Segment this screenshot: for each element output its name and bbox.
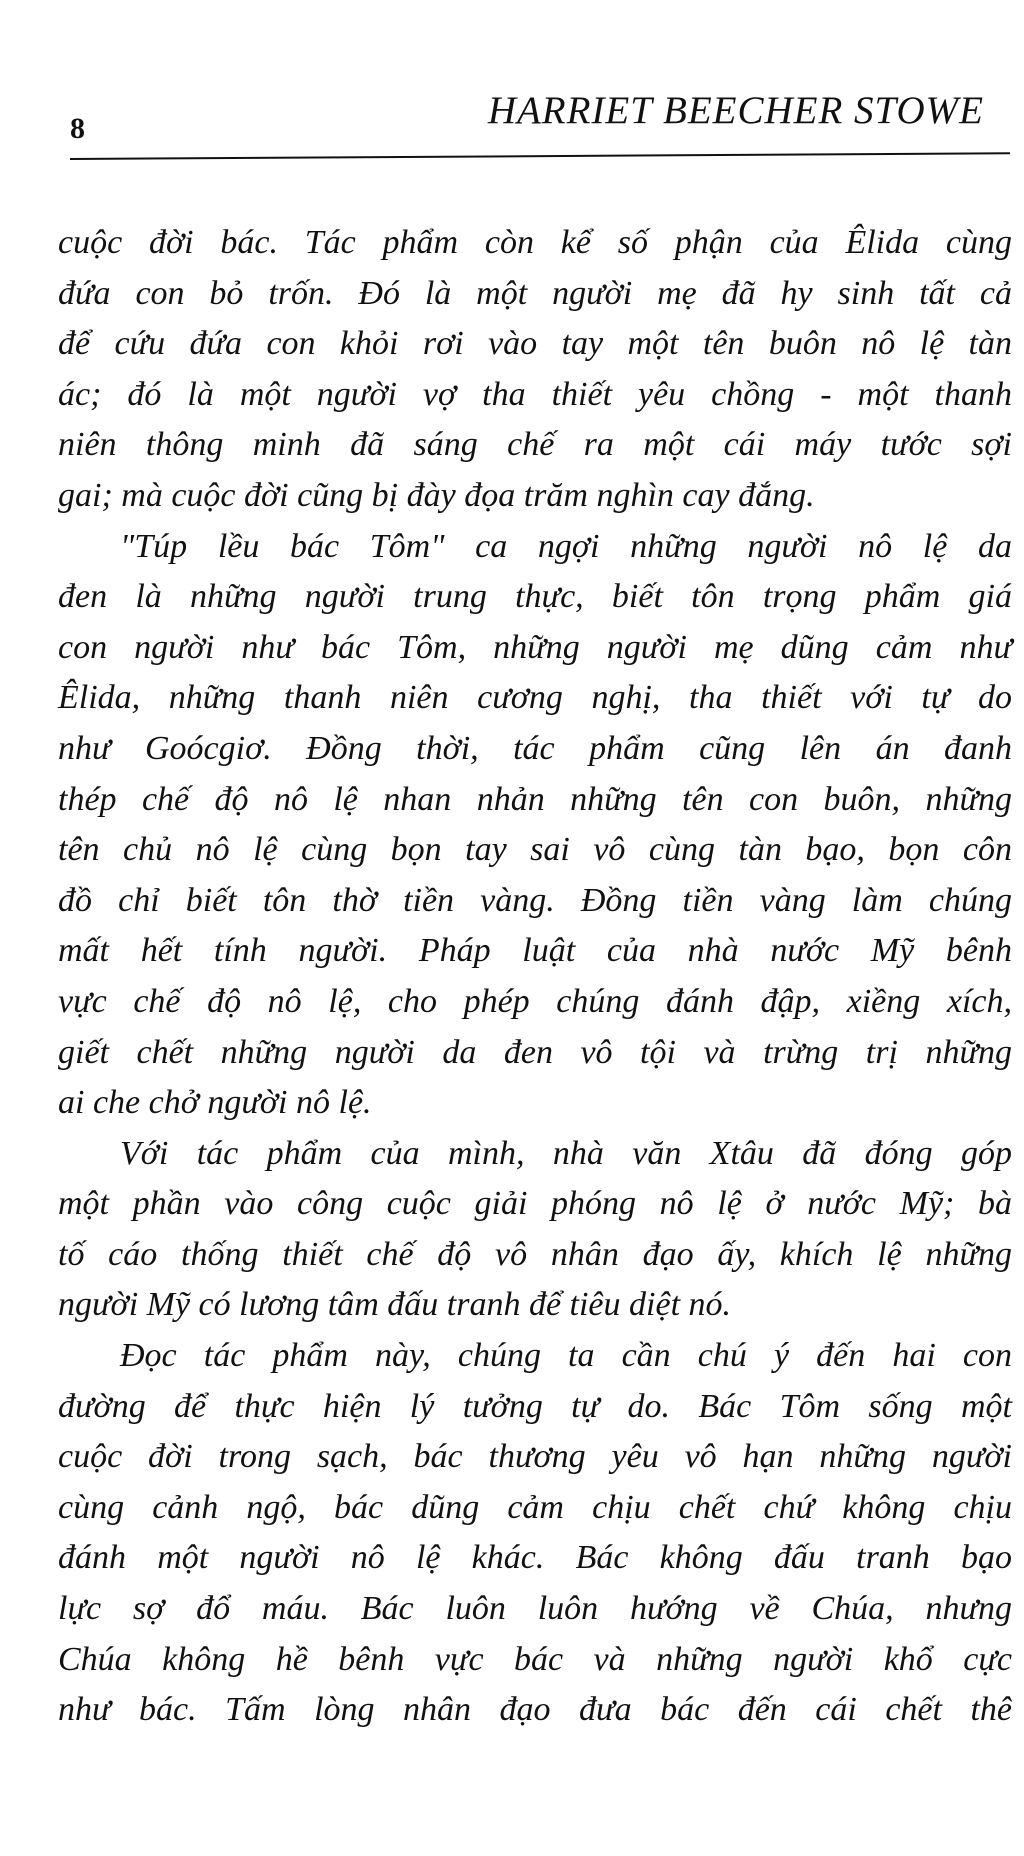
- text-line: Đọc tác phẩm này, chúng ta cần chú ý đến hai con: [120, 1337, 1012, 1375]
- text-line: Êlida, những thanh niên cương nghị, tha thiết với tự do: [58, 679, 1012, 717]
- text-line: lực sợ đổ máu. Bác luôn luôn hướng về Chúa, nhưng: [58, 1590, 1012, 1628]
- text-line: như bác. Tấm lòng nhân đạo đưa bác đến cái chết thê: [58, 1691, 1012, 1729]
- text-line: giết chết những người da đen vô tội và trừng trị những: [58, 1033, 1012, 1071]
- text-line: Với tác phẩm của mình, nhà văn Xtâu đã đóng góp: [120, 1134, 1012, 1172]
- text-line: ai che chở người nô lệ.: [58, 1084, 372, 1122]
- text-line: ác; đó là một người vợ tha thiết yêu chồng - một thanh: [58, 375, 1012, 413]
- text-line: niên thông minh đã sáng chế ra một cái máy tước sợi: [58, 426, 1012, 464]
- text-line: đánh một người nô lệ khác. Bác không đấu tranh bạo: [58, 1539, 1012, 1577]
- text-line: Chúa không hề bênh vực bác và những người khổ cực: [58, 1640, 1012, 1678]
- text-line: con người như bác Tôm, những người mẹ dũng cảm như: [58, 628, 1012, 666]
- text-line: "Túp lều bác Tôm" ca ngợi những người nô lệ da: [120, 527, 1012, 565]
- text-line: như Goócgiơ. Đồng thời, tác phẩm cũng lên án đanh: [58, 729, 1012, 767]
- text-line: vực chế độ nô lệ, cho phép chúng đánh đập, xiềng xích,: [58, 982, 1012, 1020]
- running-head-author: HARRIET BEECHER STOWE: [487, 89, 984, 132]
- text-line: đứa con bỏ trốn. Đó là một người mẹ đã hy sinh tất cả: [58, 274, 1012, 312]
- text-line: thép chế độ nô lệ nhan nhản những tên con buôn, những: [58, 780, 1012, 818]
- header-rule: [70, 152, 1010, 160]
- text-line: đen là những người trung thực, biết tôn trọng phẩm giá: [58, 578, 1012, 616]
- page-number: 8: [70, 112, 85, 145]
- text-line: để cứu đứa con khỏi rơi vào tay một tên buôn nô lệ tàn: [58, 325, 1012, 363]
- text-line: tên chủ nô lệ cùng bọn tay sai vô cùng tàn bạo, bọn côn: [58, 831, 1012, 869]
- text-line: gai; mà cuộc đời cũng bị đày đọa trăm nghìn cay đắng.: [58, 476, 815, 514]
- text-line: tố cáo thống thiết chế độ vô nhân đạo ấy, khích lệ những: [58, 1235, 1012, 1273]
- body-text: [58, 218, 1012, 1736]
- text-line: đường để thực hiện lý tưởng tự do. Bác Tôm sống một: [58, 1387, 1012, 1425]
- text-line: người Mỹ có lương tâm đấu tranh để tiêu diệt nó.: [58, 1286, 732, 1324]
- text-line: một phần vào công cuộc giải phóng nô lệ ở nước Mỹ; bà: [58, 1185, 1012, 1223]
- text-line: mất hết tính người. Pháp luật của nhà nước Mỹ bênh: [58, 932, 1012, 970]
- text-line: cùng cảnh ngộ, bác dũng cảm chịu chết chứ không chịu: [58, 1488, 1012, 1526]
- text-line: cuộc đời bác. Tác phẩm còn kể số phận của Êlida cùng: [58, 224, 1012, 261]
- text-line: đồ chỉ biết tôn thờ tiền vàng. Đồng tiền vàng làm chúng: [58, 881, 1012, 919]
- text-line: cuộc đời trong sạch, bác thương yêu vô hạn những người: [58, 1438, 1012, 1476]
